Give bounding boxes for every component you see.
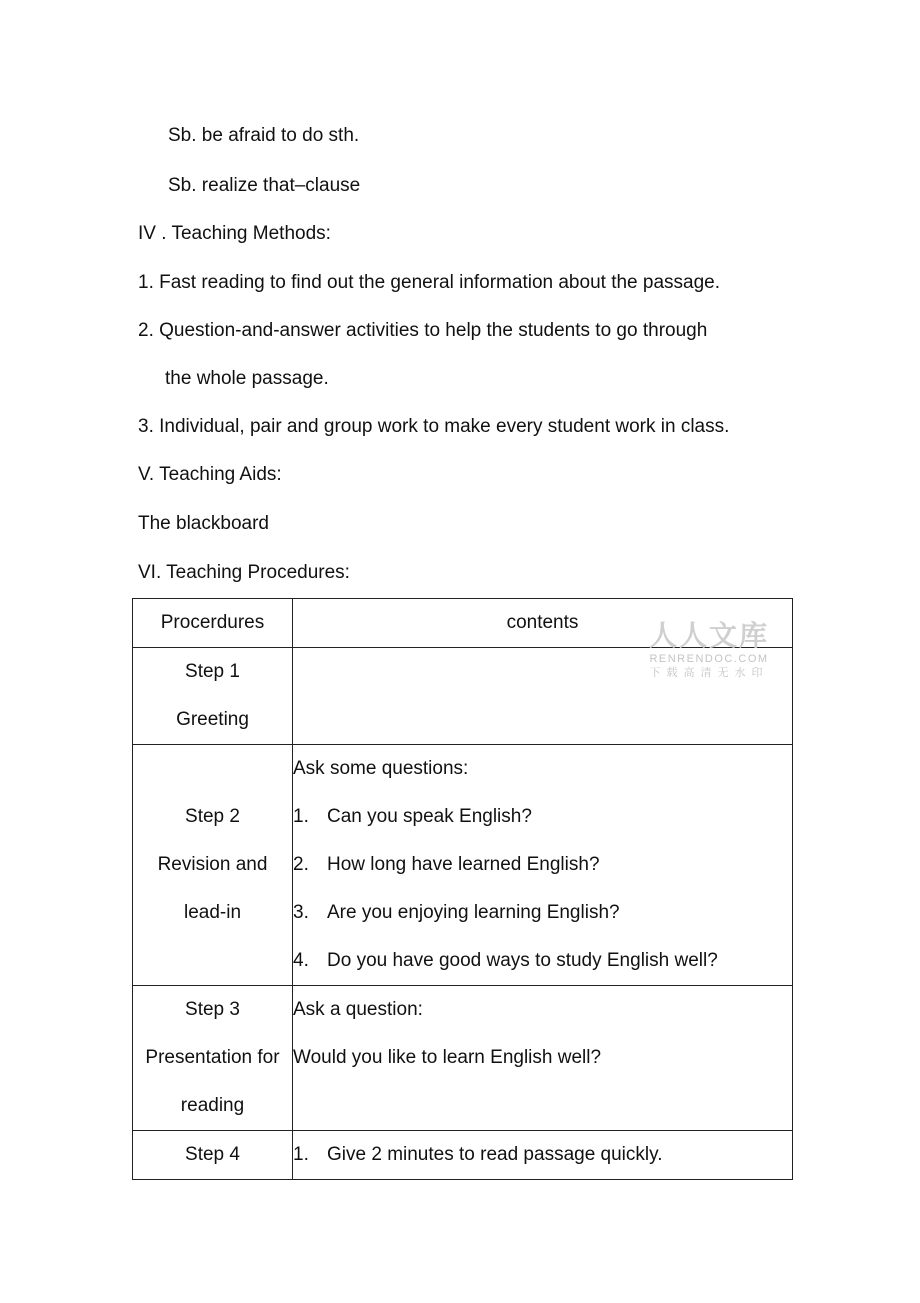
content-line: Would you like to learn English well?	[293, 1047, 602, 1068]
content-text: Are you enjoying learning English?	[327, 902, 620, 923]
method-item-2: 2. Question-and-answer activities to help the students to go through	[138, 320, 708, 341]
step-label: Step 4	[185, 1144, 240, 1165]
content-line	[293, 1131, 792, 1179]
list-number: 2.	[293, 854, 309, 875]
aids-text: The blackboard	[138, 513, 269, 534]
step-cell	[133, 986, 293, 1131]
step-title: reading	[180, 1095, 245, 1116]
step-label: Step 1	[185, 661, 240, 682]
aids-heading: V. Teaching Aids:	[138, 464, 282, 485]
table-row	[133, 1131, 793, 1180]
step-label: Step 3	[185, 999, 240, 1020]
content-cell	[293, 648, 793, 745]
list-number: 1.	[293, 1144, 309, 1165]
intro-line-1: Sb. be afraid to do sth.	[168, 125, 360, 146]
table-row	[133, 745, 793, 986]
content-line	[293, 793, 792, 841]
watermark-title: 人人文库	[648, 619, 769, 652]
header-cell-procedures	[133, 599, 293, 648]
step-cell	[133, 745, 293, 986]
content-text: How long have learned English?	[327, 854, 600, 875]
step-title: lead-in	[183, 902, 242, 923]
table-header-row	[133, 599, 793, 648]
content-text: Can you speak English?	[327, 806, 532, 827]
content-cell	[293, 1131, 793, 1180]
step-title: Presentation for	[145, 1047, 280, 1068]
method-item-1: 1. Fast reading to find out the general information about the passage.	[138, 272, 720, 293]
content-line	[293, 841, 792, 889]
header-procedures-label: Procerdures	[160, 612, 265, 633]
content-cell	[293, 745, 793, 986]
procedures-table	[132, 598, 793, 1180]
step-cell	[133, 648, 293, 745]
intro-line-2: Sb. realize that–clause	[168, 175, 361, 196]
methods-heading: IV . Teaching Methods:	[138, 223, 331, 244]
content-text: Give 2 minutes to read passage quickly.	[327, 1144, 663, 1165]
procedures-heading: VI. Teaching Procedures:	[138, 562, 350, 583]
header-cell-contents	[293, 599, 793, 648]
content-text: Do you have good ways to study English well?	[327, 950, 718, 971]
method-item-3: 3. Individual, pair and group work to make every student work in class.	[138, 416, 730, 437]
list-number: 4.	[293, 950, 309, 971]
table-row	[133, 648, 793, 745]
step-label: Step 2	[185, 806, 240, 827]
content-line	[293, 745, 792, 793]
content-text: Ask some questions:	[293, 758, 469, 779]
list-number: 3.	[293, 902, 309, 923]
list-number: 1.	[293, 806, 309, 827]
content-line	[293, 889, 792, 937]
header-contents-label: contents	[506, 612, 579, 633]
table-row	[133, 986, 793, 1131]
step-title: Greeting	[176, 709, 249, 730]
content-line	[293, 937, 792, 985]
step-cell	[133, 1131, 293, 1180]
watermark-subtitle: 下载高清无水印	[649, 667, 769, 679]
content-line: Ask a question:	[293, 999, 423, 1020]
method-item-2-continued: the whole passage.	[165, 368, 329, 389]
step-title: Revision and	[157, 854, 268, 875]
watermark-url: RENRENDOC.COM	[649, 653, 769, 665]
content-cell	[293, 986, 793, 1131]
